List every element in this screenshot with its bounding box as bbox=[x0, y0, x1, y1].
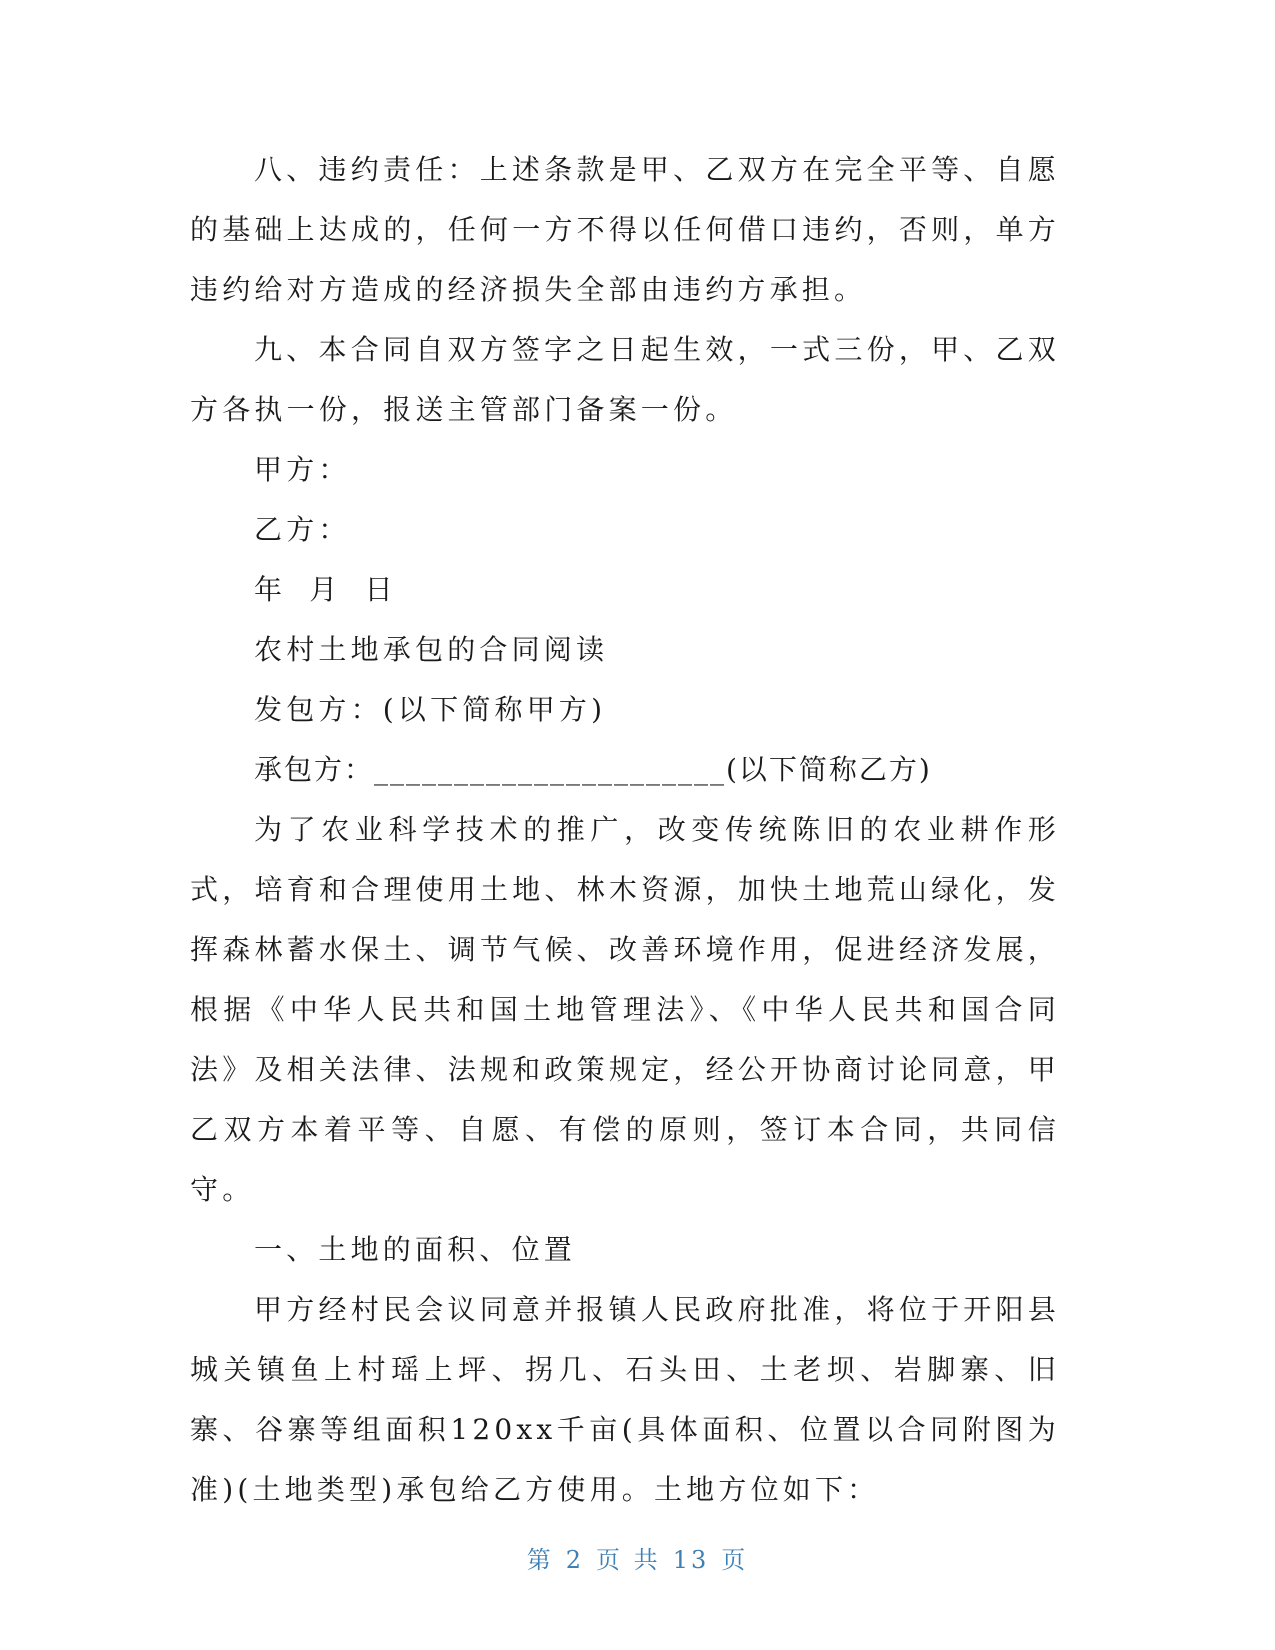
preamble-paragraph: 为了农业科学技术的推广，改变传统陈旧的农业耕作形式，培育和合理使用土地、林木资源，加快土地荒山绿化，发挥森林蓄水保土、调节气候、改善环境作用，促进经济发展，根据《中华人民共和国土地管理法》、《中华人民共和国合同法》及相关法律、法规和政策规定，经公开协商讨论同意，甲乙双方本着平等、自愿、有偿的原则，签订本合同，共同信守。 bbox=[190, 813, 1060, 1206]
page-label-mid: 页 共 bbox=[596, 1546, 661, 1574]
page-footer bbox=[0, 1540, 1275, 1575]
date-line: 年 月 日 bbox=[254, 573, 397, 606]
contract-title: 农村土地承包的合同阅读 bbox=[254, 633, 609, 666]
document-body bbox=[190, 140, 1060, 1520]
section-1-body: 甲方经村民会议同意并报镇人民政府批准，将位于开阳县城关镇鱼上村瑶上坪、拐几、石头田、土老坝、岩脚寨、旧寨、谷寨等组面积120xx千亩(具体面积、位置以合同附图为准)(土地类型)承包给乙方使用。土地方位如下： bbox=[190, 1293, 1060, 1506]
section-1-heading: 一、土地的面积、位置 bbox=[254, 1233, 577, 1266]
party-a-signature-line: 甲方： bbox=[254, 453, 351, 486]
clause-9-effectiveness: 九、本合同自双方签字之日起生效，一式三份，甲、乙双方各执一份，报送主管部门备案一份。 bbox=[190, 333, 1060, 426]
contractor-issuer-line: 发包方：(以下简称甲方) bbox=[254, 693, 607, 726]
party-b-signature-line: 乙方： bbox=[254, 513, 351, 546]
current-page-number: 2 bbox=[565, 1546, 585, 1574]
clause-8-breach-liability: 八、违约责任：上述条款是甲、乙双方在完全平等、自愿的基础上达成的，任何一方不得以任何借口违约，否则，单方违约给对方造成的经济损失全部由违约方承担。 bbox=[190, 153, 1060, 306]
contractor-receiver-line: 承包方：______________________(以下简称乙方) bbox=[254, 753, 932, 786]
page-label-prefix: 第 bbox=[526, 1546, 554, 1574]
page-label-suffix: 页 bbox=[721, 1546, 749, 1574]
total-pages-number: 13 bbox=[672, 1546, 710, 1574]
